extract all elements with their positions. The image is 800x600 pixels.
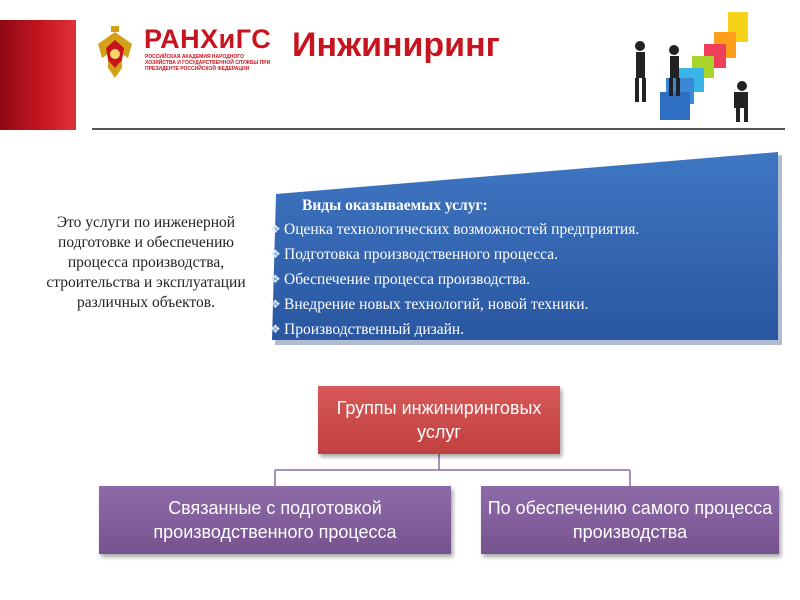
list-item [270,267,770,292]
diagram-right-label: По обеспечению самого процесса производства [487,498,773,542]
diamond-bullet-icon: ❖ [270,247,281,261]
business-team-illustration [630,8,780,124]
list-item [270,217,770,242]
diamond-bullet-icon: ❖ [270,222,281,236]
diagram-left-label: Связанные с подготовкой производственного процесса [153,498,397,542]
logo-name: РАНХиГС [144,24,272,54]
diamond-bullet-icon: ❖ [270,272,281,286]
services-heading: Виды оказываемых услуг: [302,197,488,214]
diagram-right-box [481,486,779,554]
service-item-label: Внедрение новых технологий, новой техники. [284,296,589,313]
diagram-left-box [99,486,451,554]
service-item-label: Обеспечение процесса производства. [284,271,531,288]
service-item-label: Оценка технологических возможностей предприятия. [284,221,640,238]
intro-text: Это услуги по инженерной подготовке и обеспечению процесса производства, строительства и эксплуатации различных объектов. [46,214,246,311]
diagram-root-label: Группы инжиниринговых услуг [336,398,542,442]
service-item-label: Производственный дизайн. [284,321,465,338]
list-item [270,292,770,317]
red-accent-bar [0,20,76,130]
list-item [270,242,770,267]
diamond-bullet-icon: ❖ [270,297,281,311]
header-divider [92,128,785,130]
logo-subtitle: РОССИЙСКАЯ АКАДЕМИЯ НАРОДНОГО ХОЗЯЙСТВА И ГОСУДАРСТВЕННОЙ СЛУЖБЫ ПРИ ПРЕЗИДЕНТЕ РОССИЙСКОЙ ФЕДЕРАЦИИ [145,54,271,72]
diamond-bullet-icon: ❖ [270,322,281,336]
eagle-emblem-icon [94,24,136,82]
list-item [270,317,770,342]
services-list [270,217,770,342]
services-panel [270,197,770,342]
diagram-root-box [318,386,560,454]
service-item-label: Подготовка производственного процесса. [284,246,558,263]
page-title: Инжиниринг [292,26,500,64]
